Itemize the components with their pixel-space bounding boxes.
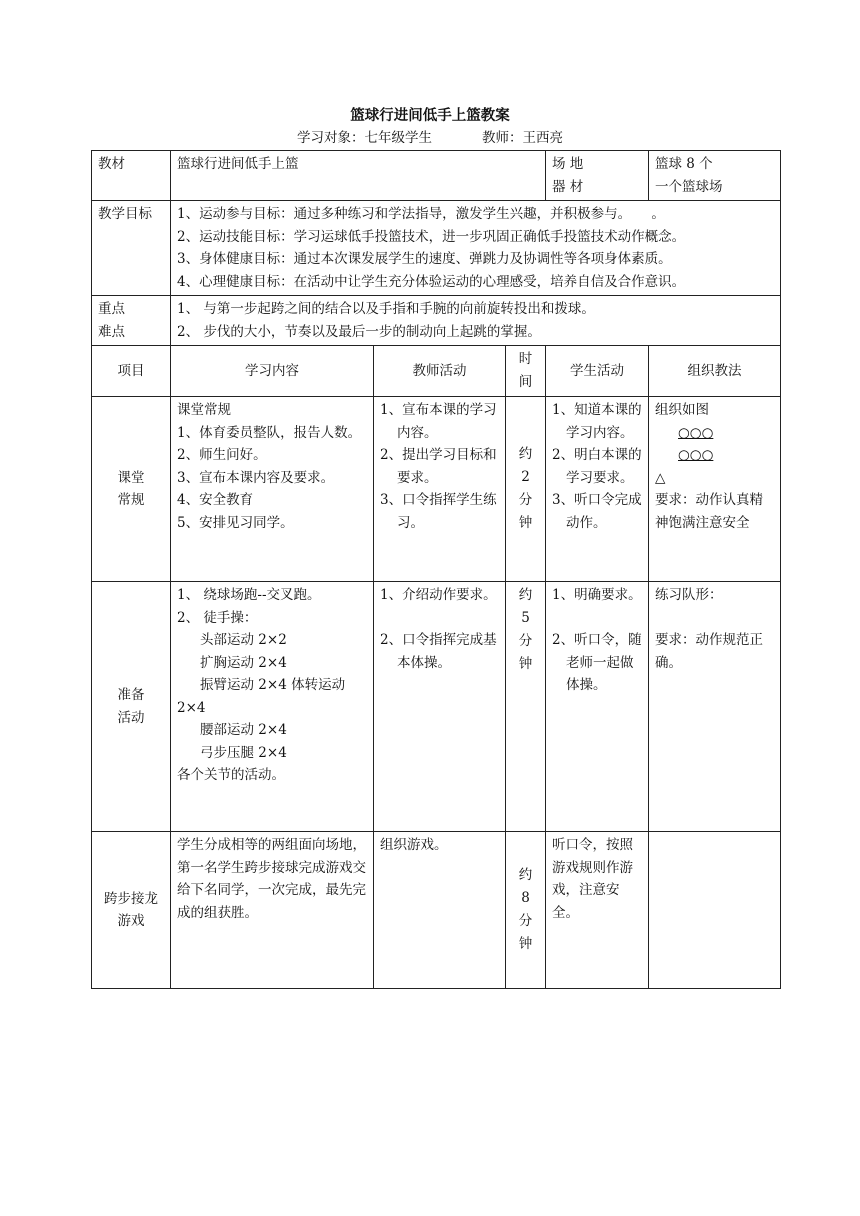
warmup-name: 准备 活动 <box>92 582 171 832</box>
warmup-student: 1、明确要求。 2、听口令，随老师一起做体操。 <box>546 582 649 832</box>
routine-time: 约 2 分 钟 <box>506 397 546 582</box>
lesson-plan-table <box>91 150 781 989</box>
routine-name: 课堂 常规 <box>92 397 171 582</box>
material-label: 教材 <box>92 151 171 201</box>
warmup-teacher: 1、介绍动作要求。 2、口令指挥完成基本体操。 <box>374 582 506 832</box>
goals-row <box>92 201 781 296</box>
header-organization: 组织教法 <box>649 346 781 397</box>
page-title: 篮球行进间低手上篮教案 <box>350 107 510 124</box>
venue-label: 场 地 器 材 <box>546 151 649 201</box>
game-time: 约 8 分 钟 <box>506 832 546 989</box>
routine-teacher: 1、宣布本课的学习内容。 2、提出学习目标和要求。 3、口令指挥学生练习。 <box>374 397 506 582</box>
goals-list <box>171 201 781 296</box>
header-student: 学生活动 <box>546 346 649 397</box>
goal-item: 4、心理健康目标：在活动中让学生充分体验运动的心理感受，培养自信及合作意识。 <box>177 273 686 290</box>
goal-item: 2、运动技能目标：学习运球低手投篮技术，进一步巩固正确低手投篮技术动作概念。 <box>177 228 686 245</box>
warmup-time: 约 5 分 钟 <box>506 582 546 832</box>
goal-item: 3、身体健康目标：通过本次课发展学生的速度、弹跳力及协调性等各项身体素质。 <box>177 251 672 267</box>
game-student: 听口令，按照游戏规则作游戏，注意安全。 <box>546 832 649 989</box>
column-header-row <box>92 346 781 397</box>
key-points-list <box>171 296 781 346</box>
venue-value: 篮球 8 个 一个篮球场 <box>649 151 781 201</box>
teacher-label: 教师：王西亮 <box>482 130 563 146</box>
warmup-row <box>92 582 781 832</box>
warmup-organization: 练习队形： 要求：动作规范正确。 <box>649 582 781 832</box>
header-time: 时 间 <box>506 346 546 397</box>
page-subtitle <box>0 128 860 148</box>
header-item: 项目 <box>92 346 171 397</box>
material-value: 篮球行进间低手上篮 <box>171 151 546 201</box>
game-content: 学生分成相等的两组面向场地，第一名学生跨步接球完成游戏交给下名同学，一次完成，最先完成的组获胜。 <box>171 832 374 989</box>
formation-row: ○○○ <box>678 447 714 463</box>
routine-row <box>92 397 781 582</box>
game-row <box>92 832 781 989</box>
goals-label: 教学目标 <box>92 201 171 296</box>
header-teacher: 教师活动 <box>374 346 506 397</box>
goal-item: 1、运动参与目标：通过多种练习和学法指导，激发学生兴趣，并积极参与。 。 <box>177 206 665 222</box>
key-points-row <box>92 296 781 346</box>
routine-organization: 组织如图 ○○○ ○○○ △ 要求：动作认真精神饱满注意安全 <box>649 397 781 582</box>
audience-label: 学习对象：七年级学生 <box>297 130 432 146</box>
teacher-position-icon: △ <box>655 469 666 486</box>
header-content: 学习内容 <box>171 346 374 397</box>
key-point-item: 1、 与第一步起跨之间的结合以及手指和手腕的向前旋转投出和拨球。 <box>177 301 595 317</box>
game-name: 跨步接龙 游戏 <box>92 832 171 989</box>
game-teacher: 组织游戏。 <box>374 832 506 989</box>
material-row <box>92 151 781 201</box>
routine-content: 课堂常规 1、体育委员整队，报告人数。 2、师生问好。 3、宣布本课内容及要求。 4、安全教育 5、安排见习同学。 <box>171 397 374 582</box>
routine-student: 1、知道本课的学习内容。 2、明白本课的学习要求。 3、听口令完成动作。 <box>546 397 649 582</box>
key-points-label: 重点 难点 <box>92 296 171 346</box>
key-point-item: 2、 步伐的大小，节奏以及最后一步的制动向上起跳的掌握。 <box>177 323 541 340</box>
warmup-content: 1、 绕球场跑--交叉跑。 2、 徒手操： 头部运动 2×2 扩胸运动 2×4 振臂运动 2×4 体转运动 2×4 腰部运动 2×4 弓步压腿 2×4 各个关节的活动。 <box>171 582 374 832</box>
formation-row: ○○○ <box>678 424 714 441</box>
game-organization <box>649 832 781 989</box>
